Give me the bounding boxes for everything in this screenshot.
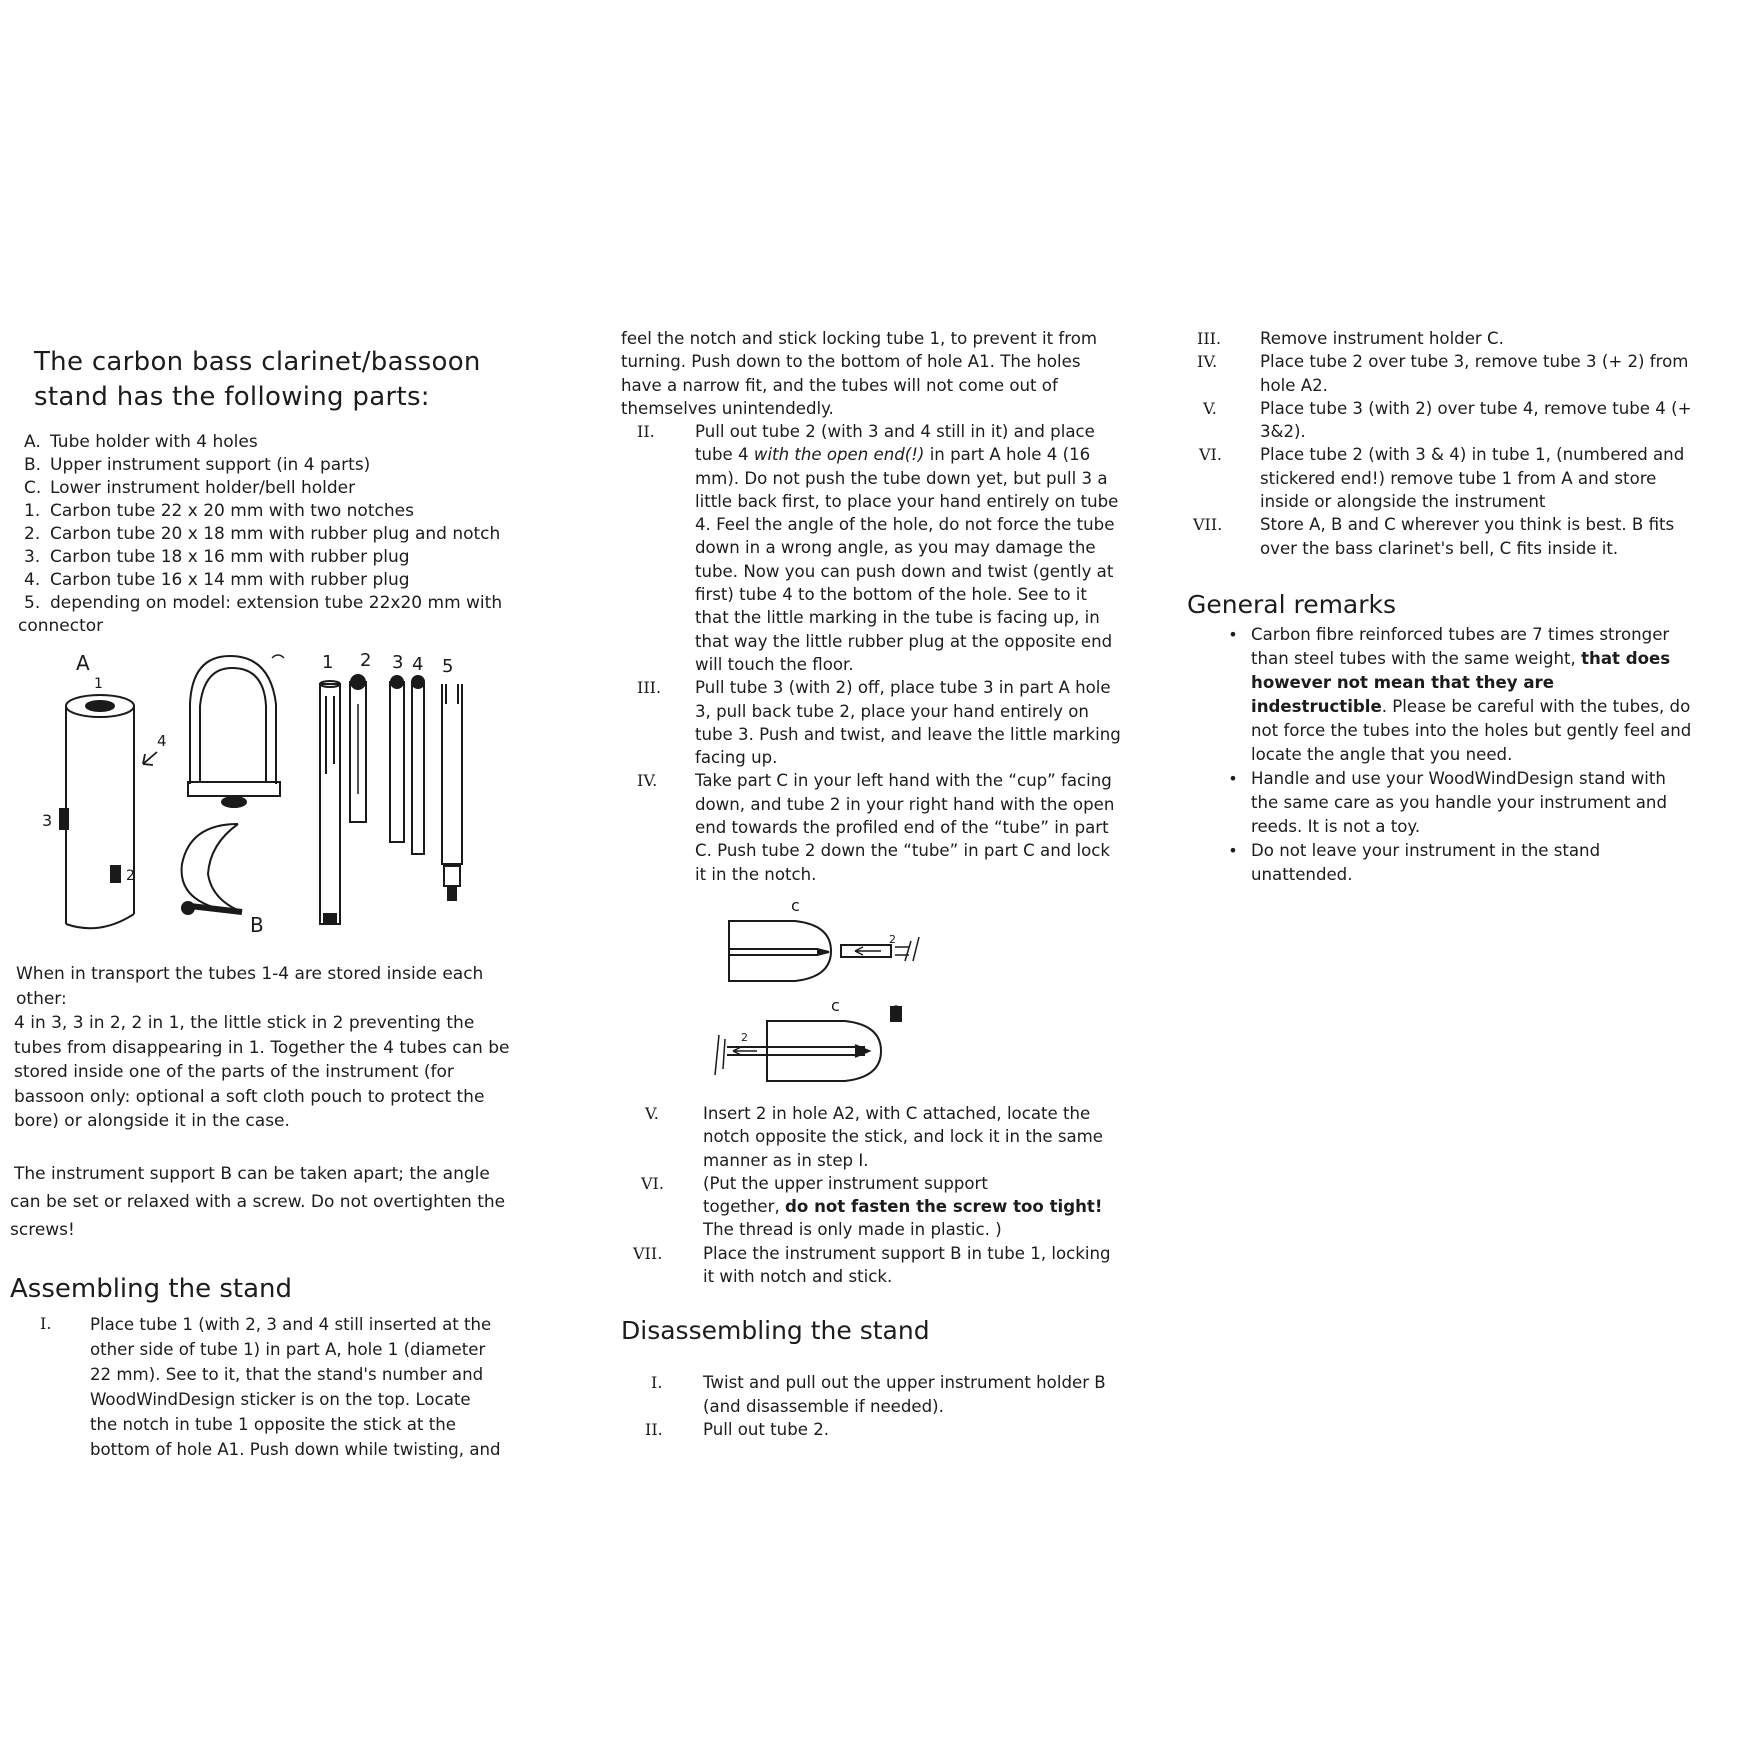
list-item: 3. Carbon tube 18 x 16 mm with rubber plug xyxy=(24,547,410,567)
transport-paragraph: When in transport the tubes 1-4 are stored inside each other: 4 in 3, 3 in 2, 2 in 1, the little stick in 2 preventing the tubes from disappearing in 1. Together the 4 tubes can be stored inside one of the parts of the instrument (for bassoon only: optional a soft cloth pouch to protect the bore) or alongside it in the case. xyxy=(14,964,510,1131)
c-sketch-top xyxy=(729,921,919,981)
disassembling-heading: Disassembling the stand xyxy=(621,1316,930,1346)
assembling-step-4: IV. Take part C in your left hand with the “cup” facing down, and tube 2 in your right hand with the open end towards the profiled end of the “tube” in part C. Push tube 2 down the “tube” in part C and lock it in the notch. xyxy=(637,771,1115,884)
upper-support-sketch xyxy=(188,655,284,807)
tube-label-1: 1 xyxy=(322,652,334,673)
disassembling-step-5: V. Place tube 3 (with 2) over tube 4, remove tube 4 (+ 3&2). xyxy=(1203,398,1692,442)
parts-title: The carbon bass clarinet/bassoon stand has the following parts: xyxy=(34,347,481,412)
assembling-step-2: II. Pull out tube 2 (with 3 and 4 still in it) and place tube 4 with the open end(!) in part A hole 4 (16 mm). Do not push the tube down yet, but pull 3 a little back first, to place your hand entirely on tube 4. Feel the angle of the hole, do not force the tube down in a wrong angle, as you may damage the tube. Now you can push down and twist (gently at first) tube 4 to the bottom of the hole. See to it that the little marking in the tube is facing up, in that way the little rubber plug at the opposite end will touch the floor. xyxy=(637,422,1119,674)
parts-column xyxy=(10,345,550,1462)
c-label-bottom: c xyxy=(831,996,840,1015)
c-label-2-bottom: 2 xyxy=(741,1031,748,1044)
parts-diagram xyxy=(10,644,530,944)
c-label-top: c xyxy=(791,896,800,915)
hole-label-3: 3 xyxy=(42,811,53,830)
disassembling-step-3: III. Remove instrument holder C. xyxy=(1197,329,1504,348)
assembling-step-1: I. Place tube 1 (with 2, 3 and 4 still inserted at the other side of tube 1) in part A, hole 1 (diameter 22 mm). See to it, that the stand's number and WoodWindDesign sticker is on the top. Locate the notch in tube 1 opposite the stick at the bottom of hole A1. Push down while twisting, and xyxy=(40,1313,501,1459)
list-item: A. Tube holder with 4 holes xyxy=(24,432,258,452)
tube-label-3: 3 xyxy=(392,652,404,673)
bullet-icon: • xyxy=(1228,768,1238,788)
support-note: The instrument support B can be taken apart; the angle can be set or relaxed with a screw. Do not overtighten the screws! xyxy=(10,1163,506,1240)
remarks-heading: General remarks xyxy=(1187,589,1397,619)
list-item: C. Lower instrument holder/bell holder xyxy=(24,478,356,498)
disassembling-column xyxy=(1185,327,1695,887)
lower-holder-sketch xyxy=(182,824,242,914)
hole-label-4: 4 xyxy=(157,732,167,750)
list-item: • Handle and use your WoodWindDesign stand with the same care as you handle your instrument and reeds. It is not a toy. xyxy=(1215,767,1695,839)
parts-list xyxy=(10,431,550,638)
disassembling-step-7: VII. Store A, B and C wherever you think is best. B fits over the bass clarinet's bell, C fits inside it. xyxy=(1193,515,1675,558)
tube-label-4: 4 xyxy=(412,654,424,675)
bullet-icon: • xyxy=(1228,840,1238,860)
tubes-sketch xyxy=(320,675,462,924)
assembling-step-6: VI. (Put the upper instrument support together, do not fasten the screw too tight! The thread is only made in plastic. ) xyxy=(641,1173,1103,1240)
assembling-step-3: III. Pull tube 3 (with 2) off, place tube 3 in part A hole 3, pull back tube 2, place your hand entirely on tube 3. Push and twist, and leave the little marking facing up. xyxy=(637,678,1121,768)
list-item: 2. Carbon tube 20 x 18 mm with rubber plug and notch xyxy=(24,524,501,544)
list-item: 5. depending on model: extension tube 22x20 mm with xyxy=(24,593,503,613)
disassembling-step-6: VI. Place tube 2 (with 3 & 4) in tube 1, (numbered and stickered end!) remove tube 1 from A and store inside or alongside the instrument xyxy=(1199,445,1685,512)
assembling-step-1-cont: feel the notch and stick locking tube 1, to prevent it from turning. Push down to the bottom of hole A1. The holes have a narrow fit, and the tubes will not come out of themselves unintendedly. xyxy=(621,329,1098,418)
disassembling-step-4: IV. Place tube 2 over tube 3, remove tube 3 (+ 2) from hole A2. xyxy=(1197,352,1689,395)
part-c-diagram xyxy=(705,895,965,1105)
c-label-2-top: 2 xyxy=(889,933,896,946)
list-item: • Carbon fibre reinforced tubes are 7 times stronger than steel tubes with the same weight, that does however not mean that they are indestructible. Please be careful with the tubes, do not force the tubes into the holes but gently feel and locate the angle that you need. xyxy=(1215,623,1695,767)
assembling-steps-5-7 xyxy=(621,1102,1125,1441)
disassembling-step-1: I. Twist and pull out the upper instrument holder B (and disassemble if needed). xyxy=(651,1373,1106,1416)
assembling-heading: Assembling the stand xyxy=(10,1273,292,1304)
list-item: 4. Carbon tube 16 x 14 mm with rubber plug xyxy=(24,570,410,590)
assembling-step-5: V. Insert 2 in hole A2, with C attached, locate the notch opposite the stick, and lock it in the same manner as in step I. xyxy=(645,1104,1104,1170)
list-item: B. Upper instrument support (in 4 parts) xyxy=(24,455,371,475)
bullet-icon: • xyxy=(1228,624,1238,644)
assembling-column xyxy=(621,327,1125,420)
assembling-steps-2-4 xyxy=(625,420,1125,886)
list-item-continuation: connector xyxy=(18,616,104,636)
disassembling-step-2: II. Pull out tube 2. xyxy=(645,1419,830,1439)
list-item: • Do not leave your instrument in the stand unattended. xyxy=(1215,839,1695,887)
hole-label-2: 2 xyxy=(126,868,135,884)
tube-holder-a-sketch xyxy=(60,695,157,928)
tube-label-2: 2 xyxy=(360,650,372,671)
hole-label-1: 1 xyxy=(94,676,103,692)
list-item: 1. Carbon tube 22 x 20 mm with two notches xyxy=(24,501,414,521)
assembling-step-7: VII. Place the instrument support B in tube 1, locking it with notch and stick. xyxy=(633,1243,1111,1287)
label-b: B xyxy=(250,913,264,937)
tube-label-5: 5 xyxy=(442,656,454,677)
remarks-list xyxy=(1215,623,1695,887)
label-a: A xyxy=(76,651,90,675)
